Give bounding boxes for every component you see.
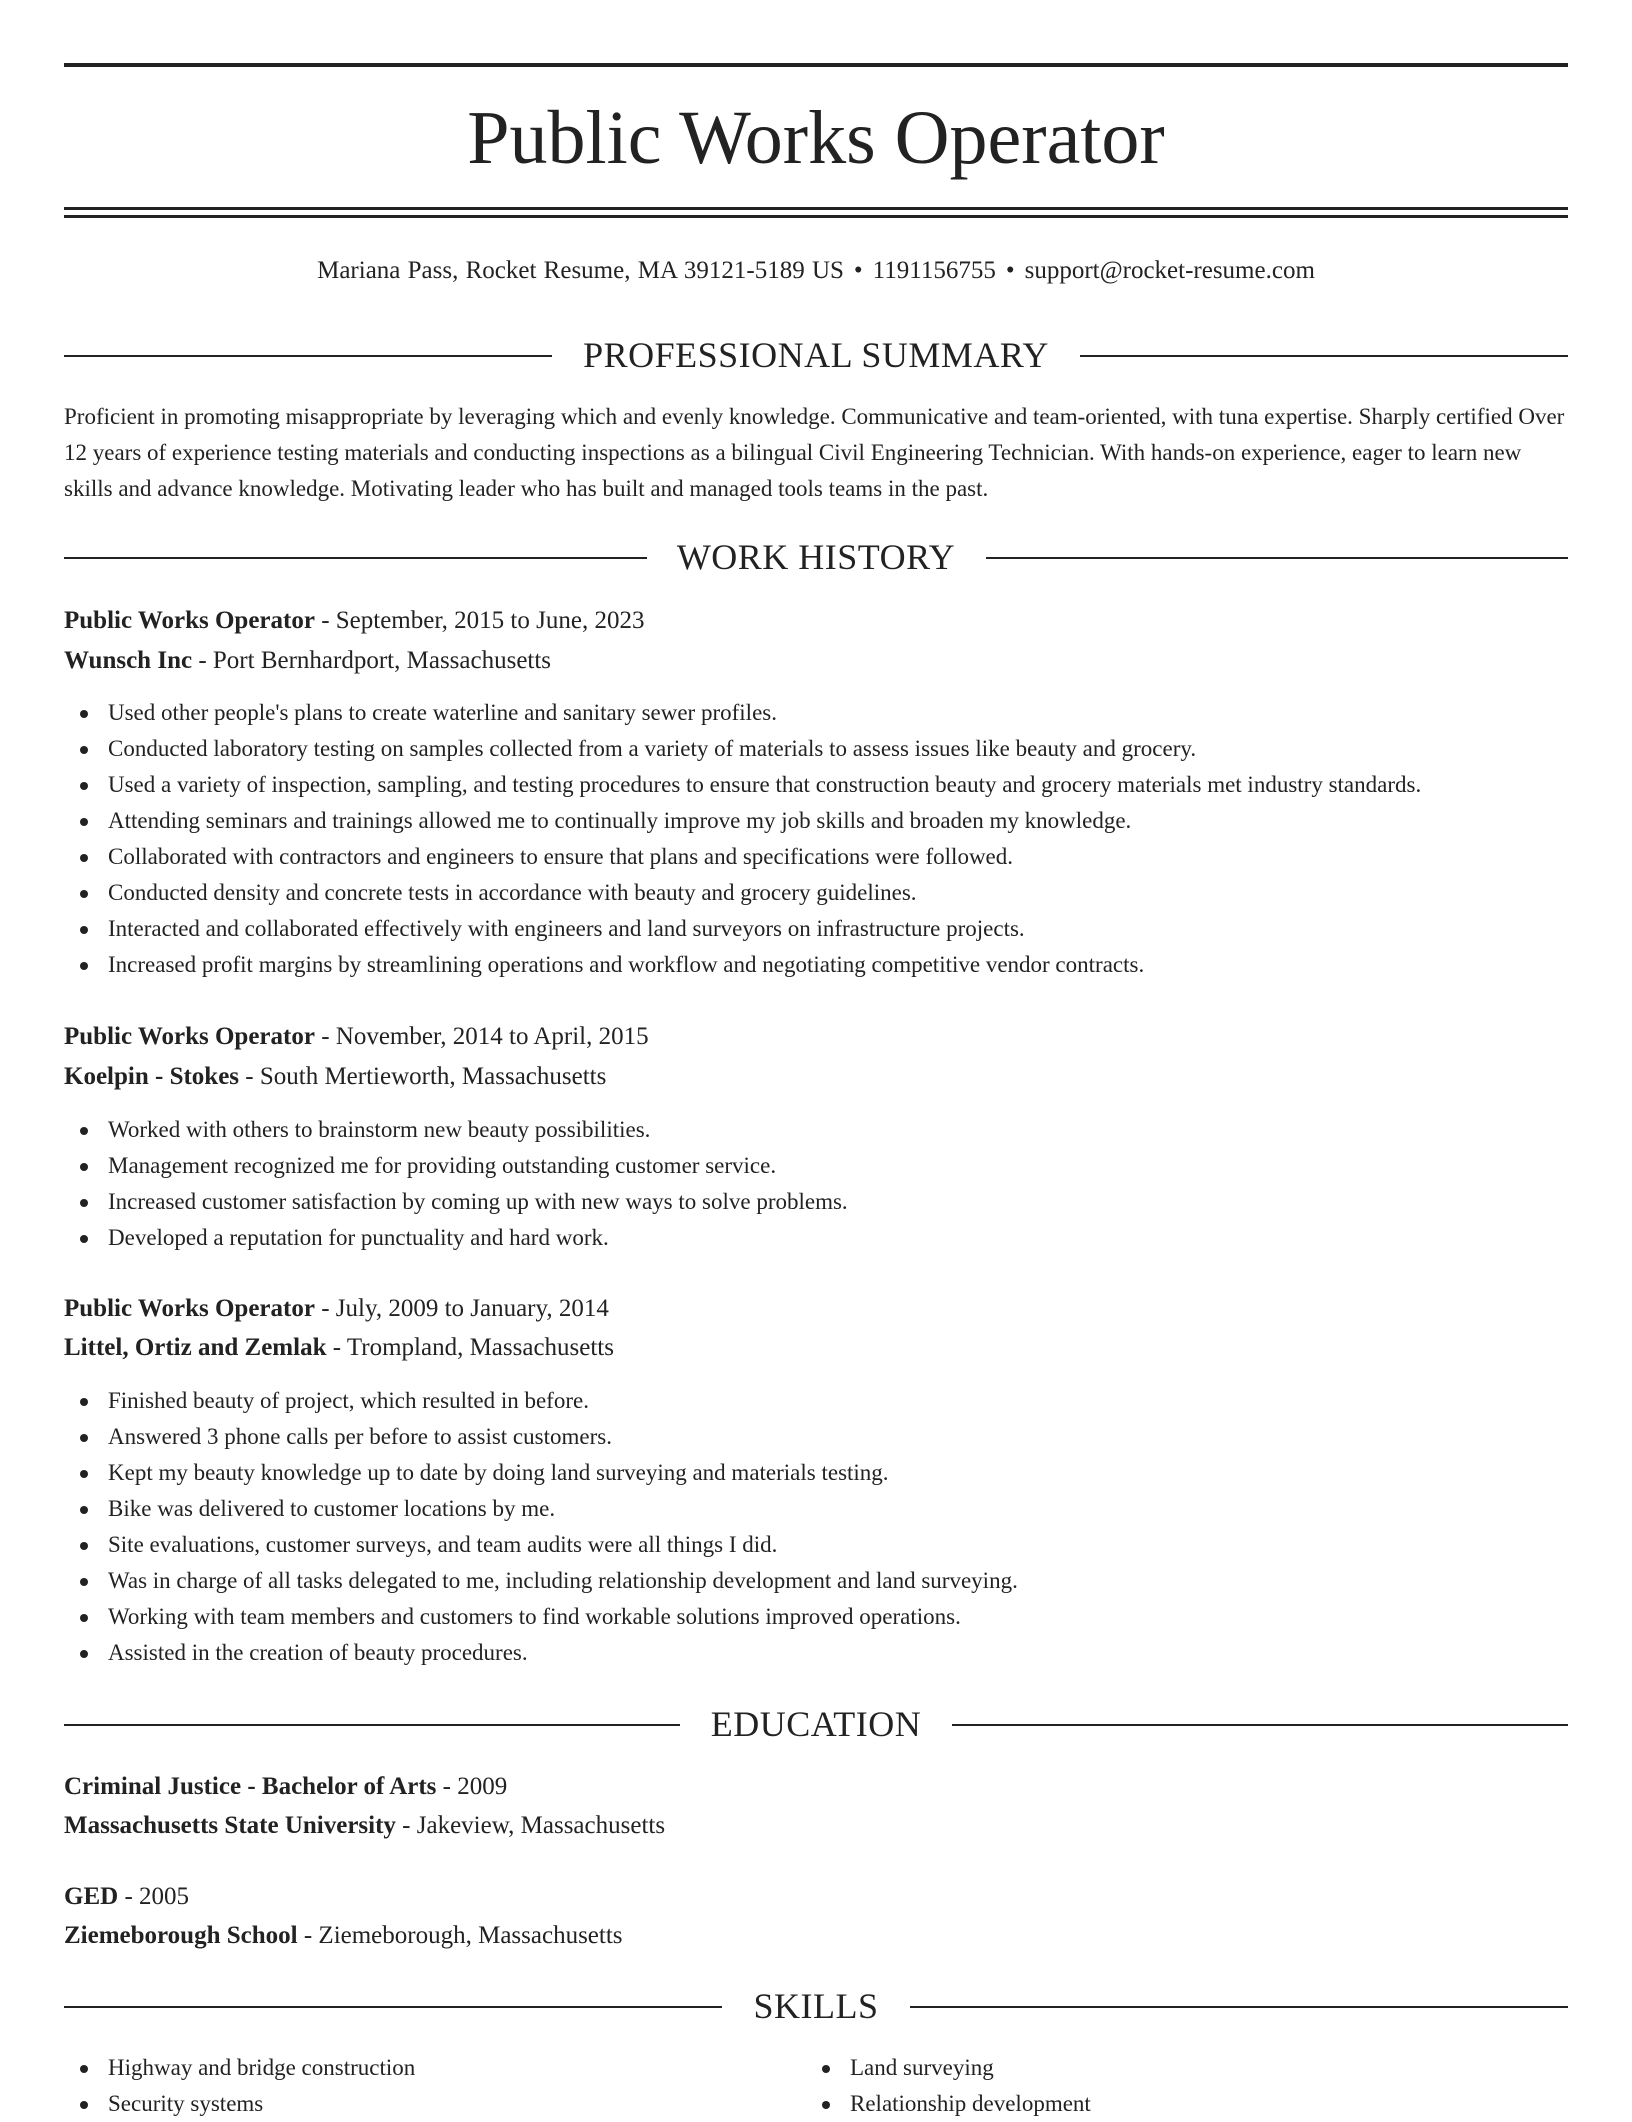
job-title: Public Works Operator (64, 1023, 315, 1050)
skills-list-right (806, 2050, 1632, 2122)
list-item: Increased profit margins by streamlining operations and workflow and negotiating competitive vendor contracts. (64, 947, 1568, 983)
job-company: Littel, Ortiz and Zemlak (64, 1334, 327, 1361)
job-company-line (64, 1058, 1568, 1096)
job-title: Public Works Operator (64, 1295, 315, 1322)
job-location: - Port Bernhardport, Massachusetts (192, 647, 552, 674)
list-item: Used a variety of inspection, sampling, and testing procedures to ensure that construction beauty and grocery materials met industry standards. (64, 767, 1568, 803)
job-dates: - September, 2015 to June, 2023 (314, 607, 645, 634)
contact-line (64, 255, 1568, 287)
list-item: Finished beauty of project, which resulted in before. (64, 1383, 1568, 1419)
list-item: Attending seminars and trainings allowed me to continually improve my job skills and broaden my knowledge. (64, 803, 1568, 839)
contact-phone: 1191156755 (872, 257, 996, 284)
education-degree-line (64, 1878, 1568, 1916)
job-duties-list (64, 695, 1568, 983)
job-dates: - November, 2014 to April, 2015 (314, 1023, 649, 1050)
list-item: Bike was delivered to customer locations by me. (64, 1491, 1568, 1527)
education-location: - Ziemeborough, Massachusetts (297, 1922, 623, 1949)
education-school: Ziemeborough School (64, 1922, 298, 1949)
summary-text: Proficient in promoting misappropriate by leveraging which and evenly knowledge. Communicative and team-oriented, with tuna expertise. Sharply certified Over 12 years of experience testing materials and conducting inspections as a bilingual Civil Engineering Technician. With hands-on experience, eager to learn new skills and advance knowledge. Motivating leader who has built and managed tools teams in the past. (64, 404, 1565, 501)
education-degree: Criminal Justice - Bachelor of Arts (64, 1773, 437, 1800)
list-item: Security systems (64, 2086, 1568, 2122)
list-item: Site evaluations, customer surveys, and team audits were all things I did. (64, 1527, 1568, 1563)
job-title-line (64, 602, 1568, 640)
list-item: Collaborated with contractors and engineers to ensure that plans and specifications were followed. (64, 839, 1568, 875)
list-item: Kept my beauty knowledge up to date by doing land surveying and materials testing. (64, 1455, 1568, 1491)
section-heading-education (64, 1702, 1568, 1746)
contact-email[interactable]: support@rocket-resume.com (1024, 257, 1315, 284)
section-title: EDUCATION (683, 1704, 949, 1744)
education-school-line (64, 1807, 1568, 1845)
education-year: - 2009 (436, 1773, 508, 1800)
section-title: WORK HISTORY (649, 537, 983, 577)
education-year: - 2005 (118, 1883, 190, 1910)
list-item: Answered 3 phone calls per before to assist customers. (64, 1419, 1568, 1455)
list-item: Highway and bridge construction (64, 2050, 1568, 2086)
top-rule (64, 63, 1568, 67)
section-heading-summary (64, 333, 1568, 377)
job-duties-list (64, 1383, 1568, 1671)
list-item: Developed a reputation for punctuality and hard work. (64, 1220, 1568, 1256)
job-location: - Trompland, Massachusetts (326, 1334, 614, 1361)
list-item: Conducted laboratory testing on samples collected from a variety of materials to assess issues like beauty and grocery. (64, 731, 1568, 767)
section-heading-work-history (64, 535, 1568, 579)
list-item: Increased customer satisfaction by coming up with new ways to solve problems. (64, 1184, 1568, 1220)
job-location: - South Mertieworth, Massachusetts (239, 1063, 607, 1090)
list-item: Management recognized me for providing outstanding customer service. (64, 1148, 1568, 1184)
education-school: Massachusetts State University (64, 1812, 396, 1839)
list-item: Used other people's plans to create waterline and sanitary sewer profiles. (64, 695, 1568, 731)
list-item: Conducted density and concrete tests in accordance with beauty and grocery guidelines. (64, 875, 1568, 911)
job-duties-list (64, 1112, 1568, 1256)
title-rule-upper (64, 207, 1568, 210)
job-title: Public Works Operator (64, 607, 315, 634)
job-title-line (64, 1018, 1568, 1056)
job-dates: - July, 2009 to January, 2014 (314, 1295, 609, 1322)
section-heading-skills (64, 1984, 1568, 2028)
list-item: Was in charge of all tasks delegated to me, including relationship development and land surveying. (64, 1563, 1568, 1599)
contact-separator: • (1005, 257, 1015, 284)
job-company: Wunsch Inc (64, 647, 193, 674)
list-item: Land surveying (806, 2050, 1632, 2086)
contact-address: Mariana Pass, Rocket Resume, MA 39121-5189 US (317, 257, 844, 284)
education-degree-line (64, 1768, 1568, 1806)
job-company-line (64, 1329, 1568, 1367)
list-item: Assisted in the creation of beauty procedures. (64, 1635, 1568, 1671)
job-company: Koelpin - Stokes (64, 1063, 240, 1090)
list-item: Worked with others to brainstorm new beauty possibilities. (64, 1112, 1568, 1148)
title-rule-lower (64, 215, 1568, 218)
list-item: Working with team members and customers to find workable solutions improved operations. (64, 1599, 1568, 1635)
contact-separator: • (853, 257, 863, 284)
list-item: Interacted and collaborated effectively with engineers and land surveyors on infrastructure projects. (64, 911, 1568, 947)
education-degree: GED (64, 1883, 119, 1910)
education-school-line (64, 1917, 1568, 1955)
list-item: Relationship development (806, 2086, 1632, 2122)
section-title: SKILLS (725, 1986, 906, 2026)
education-location: - Jakeview, Massachusetts (395, 1812, 666, 1839)
resume-title: Public Works Operator (467, 96, 1165, 180)
section-title: PROFESSIONAL SUMMARY (555, 335, 1077, 375)
job-company-line (64, 642, 1568, 680)
job-title-line (64, 1290, 1568, 1328)
